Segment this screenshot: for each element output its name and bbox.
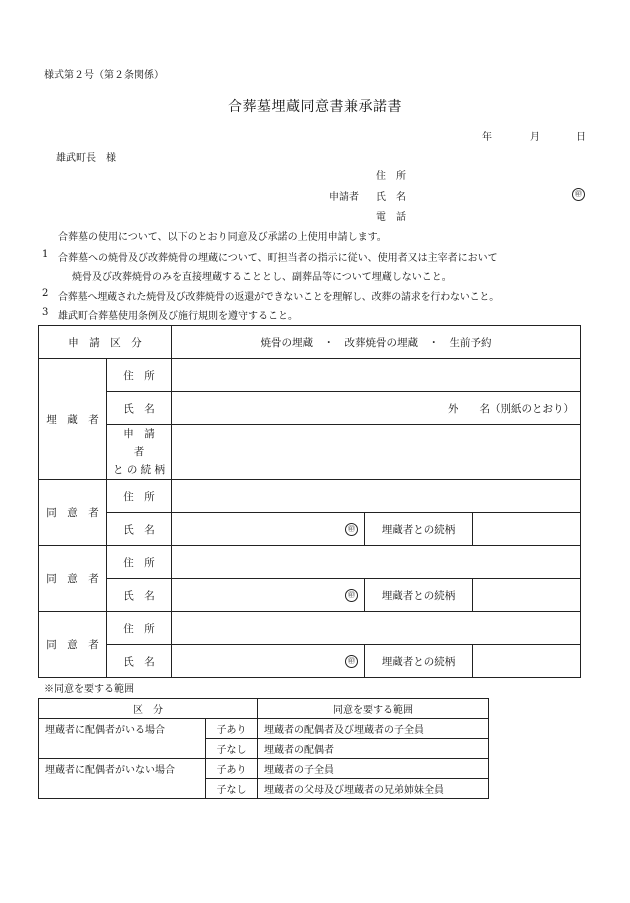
form-number: 様式第２号（第２条関係） [44,70,164,81]
consenter-3-address-label: 住 所 [107,612,172,645]
scope-range-value: 埋蔵者の子全員 [258,759,489,779]
application-table [38,325,581,678]
consenter-2-relation-label: 埋蔵者との続柄 [365,579,473,612]
consenter-1-relation-field[interactable] [473,513,581,546]
buried-name-label: 氏 名 [107,392,172,425]
consenter-3-address-field[interactable] [172,612,581,645]
term-2-line1: 合葬墓へ埋蔵された焼骨及び改葬焼骨の返還ができないことを理解し、改葬の請求を行わないこと。 [58,292,499,303]
scope-category-header: 区 分 [39,699,258,719]
consenter-2-name-label: 氏 名 [107,579,172,612]
applicant-label: 申請者 [329,192,359,203]
consenter-1-relation-label: 埋蔵者との続柄 [365,513,473,546]
term-2-number: 2 [42,288,49,299]
table-row [39,645,581,678]
date-year-label: 年 [482,132,492,143]
consenter-1-address-field[interactable] [172,480,581,513]
scope-child-status: 子なし [206,739,258,759]
consenter-1-name-field[interactable] [172,513,365,546]
buried-relation-label [107,425,172,480]
table-row [39,612,581,645]
term-1-number: 1 [42,249,49,260]
scope-child-status: 子なし [206,779,258,799]
consenter-3-seal-icon: ㊞ [345,655,358,668]
table-header-row [39,326,581,359]
scope-range-value: 埋蔵者の配偶者 [258,739,489,759]
consenter-2-seal-icon: ㊞ [345,589,358,602]
consenter-3-relation-field[interactable] [473,645,581,678]
table-row [39,425,581,480]
consenter-3-label: 同 意 者 [39,612,107,678]
consenter-2-label: 同 意 者 [39,546,107,612]
consenter-3-name-field[interactable] [172,645,365,678]
consenter-2-name-field[interactable] [172,579,365,612]
scope-header-row [39,699,489,719]
applicant-address-label: 住 所 [376,171,406,182]
buried-name-field[interactable] [172,392,581,425]
term-1-line2: 焼骨及び改葬焼骨のみを直接埋蔵することとし、副葬品等について埋蔵しないこと。 [72,272,452,283]
table-row [39,719,489,739]
scope-case-without-spouse: 埋蔵者に配偶者がいない場合 [39,759,206,799]
scope-child-status: 子あり [206,759,258,779]
buried-relation-field[interactable] [172,425,581,480]
buried-relation-line1: 申 請 者 [123,428,166,458]
intro-text: 合葬墓の使用について、以下のとおり同意及び承諾の上使用申請します。 [58,232,387,243]
term-3-number: 3 [42,307,49,318]
buried-address-label: 住 所 [107,359,172,392]
consenter-1-name-label: 氏 名 [107,513,172,546]
term-1-line1: 合葬墓への焼骨及び改葬焼骨の埋蔵について、町担当者の指示に従い、使用者又は主宰者において [58,253,498,264]
scope-range-value: 埋蔵者の父母及び埋蔵者の兄弟姉妹全員 [258,779,489,799]
consenter-3-name-label: 氏 名 [107,645,172,678]
table-row [39,359,581,392]
buried-person-label: 埋 蔵 者 [39,359,107,480]
consenter-1-seal-icon: ㊞ [345,523,358,536]
scope-case-with-spouse: 埋蔵者に配偶者がいる場合 [39,719,206,759]
buried-relation-line2: と の 続 柄 [113,464,166,476]
consenter-2-address-field[interactable] [172,546,581,579]
consenter-1-label: 同 意 者 [39,480,107,546]
table-row [39,546,581,579]
consenter-2-relation-field[interactable] [473,579,581,612]
buried-address-field[interactable] [172,359,581,392]
table-row [39,759,489,779]
table-row [39,513,581,546]
scope-range-header: 同意を要する範囲 [258,699,489,719]
applicant-seal-icon: ㊞ [572,188,585,201]
page-title: 合葬墓埋蔵同意書兼承諾書 [228,99,402,115]
date-day-label: 日 [576,132,586,143]
table-row [39,392,581,425]
scope-range-value: 埋蔵者の配偶者及び埋蔵者の子全員 [258,719,489,739]
consenter-2-address-label: 住 所 [107,546,172,579]
date-month-label: 月 [530,132,540,143]
consenter-3-relation-label: 埋蔵者との続柄 [365,645,473,678]
consent-scope-table [38,698,489,799]
table-row [39,579,581,612]
applicant-phone-label: 電 話 [376,212,406,223]
consenter-1-address-label: 住 所 [107,480,172,513]
buried-name-note: 外 名（別紙のとおり） [448,402,575,415]
table-row [39,480,581,513]
application-category-options[interactable]: 焼骨の埋蔵 ・ 改葬焼骨の埋蔵 ・ 生前予約 [172,326,581,359]
scope-note: ※同意を要する範囲 [44,684,134,695]
scope-child-status: 子あり [206,719,258,739]
application-category-label: 申 請 区 分 [39,326,172,359]
term-3-line1: 雄武町合葬墓使用条例及び施行規則を遵守すること。 [58,311,298,322]
applicant-name-label: 氏 名 [376,192,406,203]
addressee: 雄武町長 様 [56,153,116,164]
